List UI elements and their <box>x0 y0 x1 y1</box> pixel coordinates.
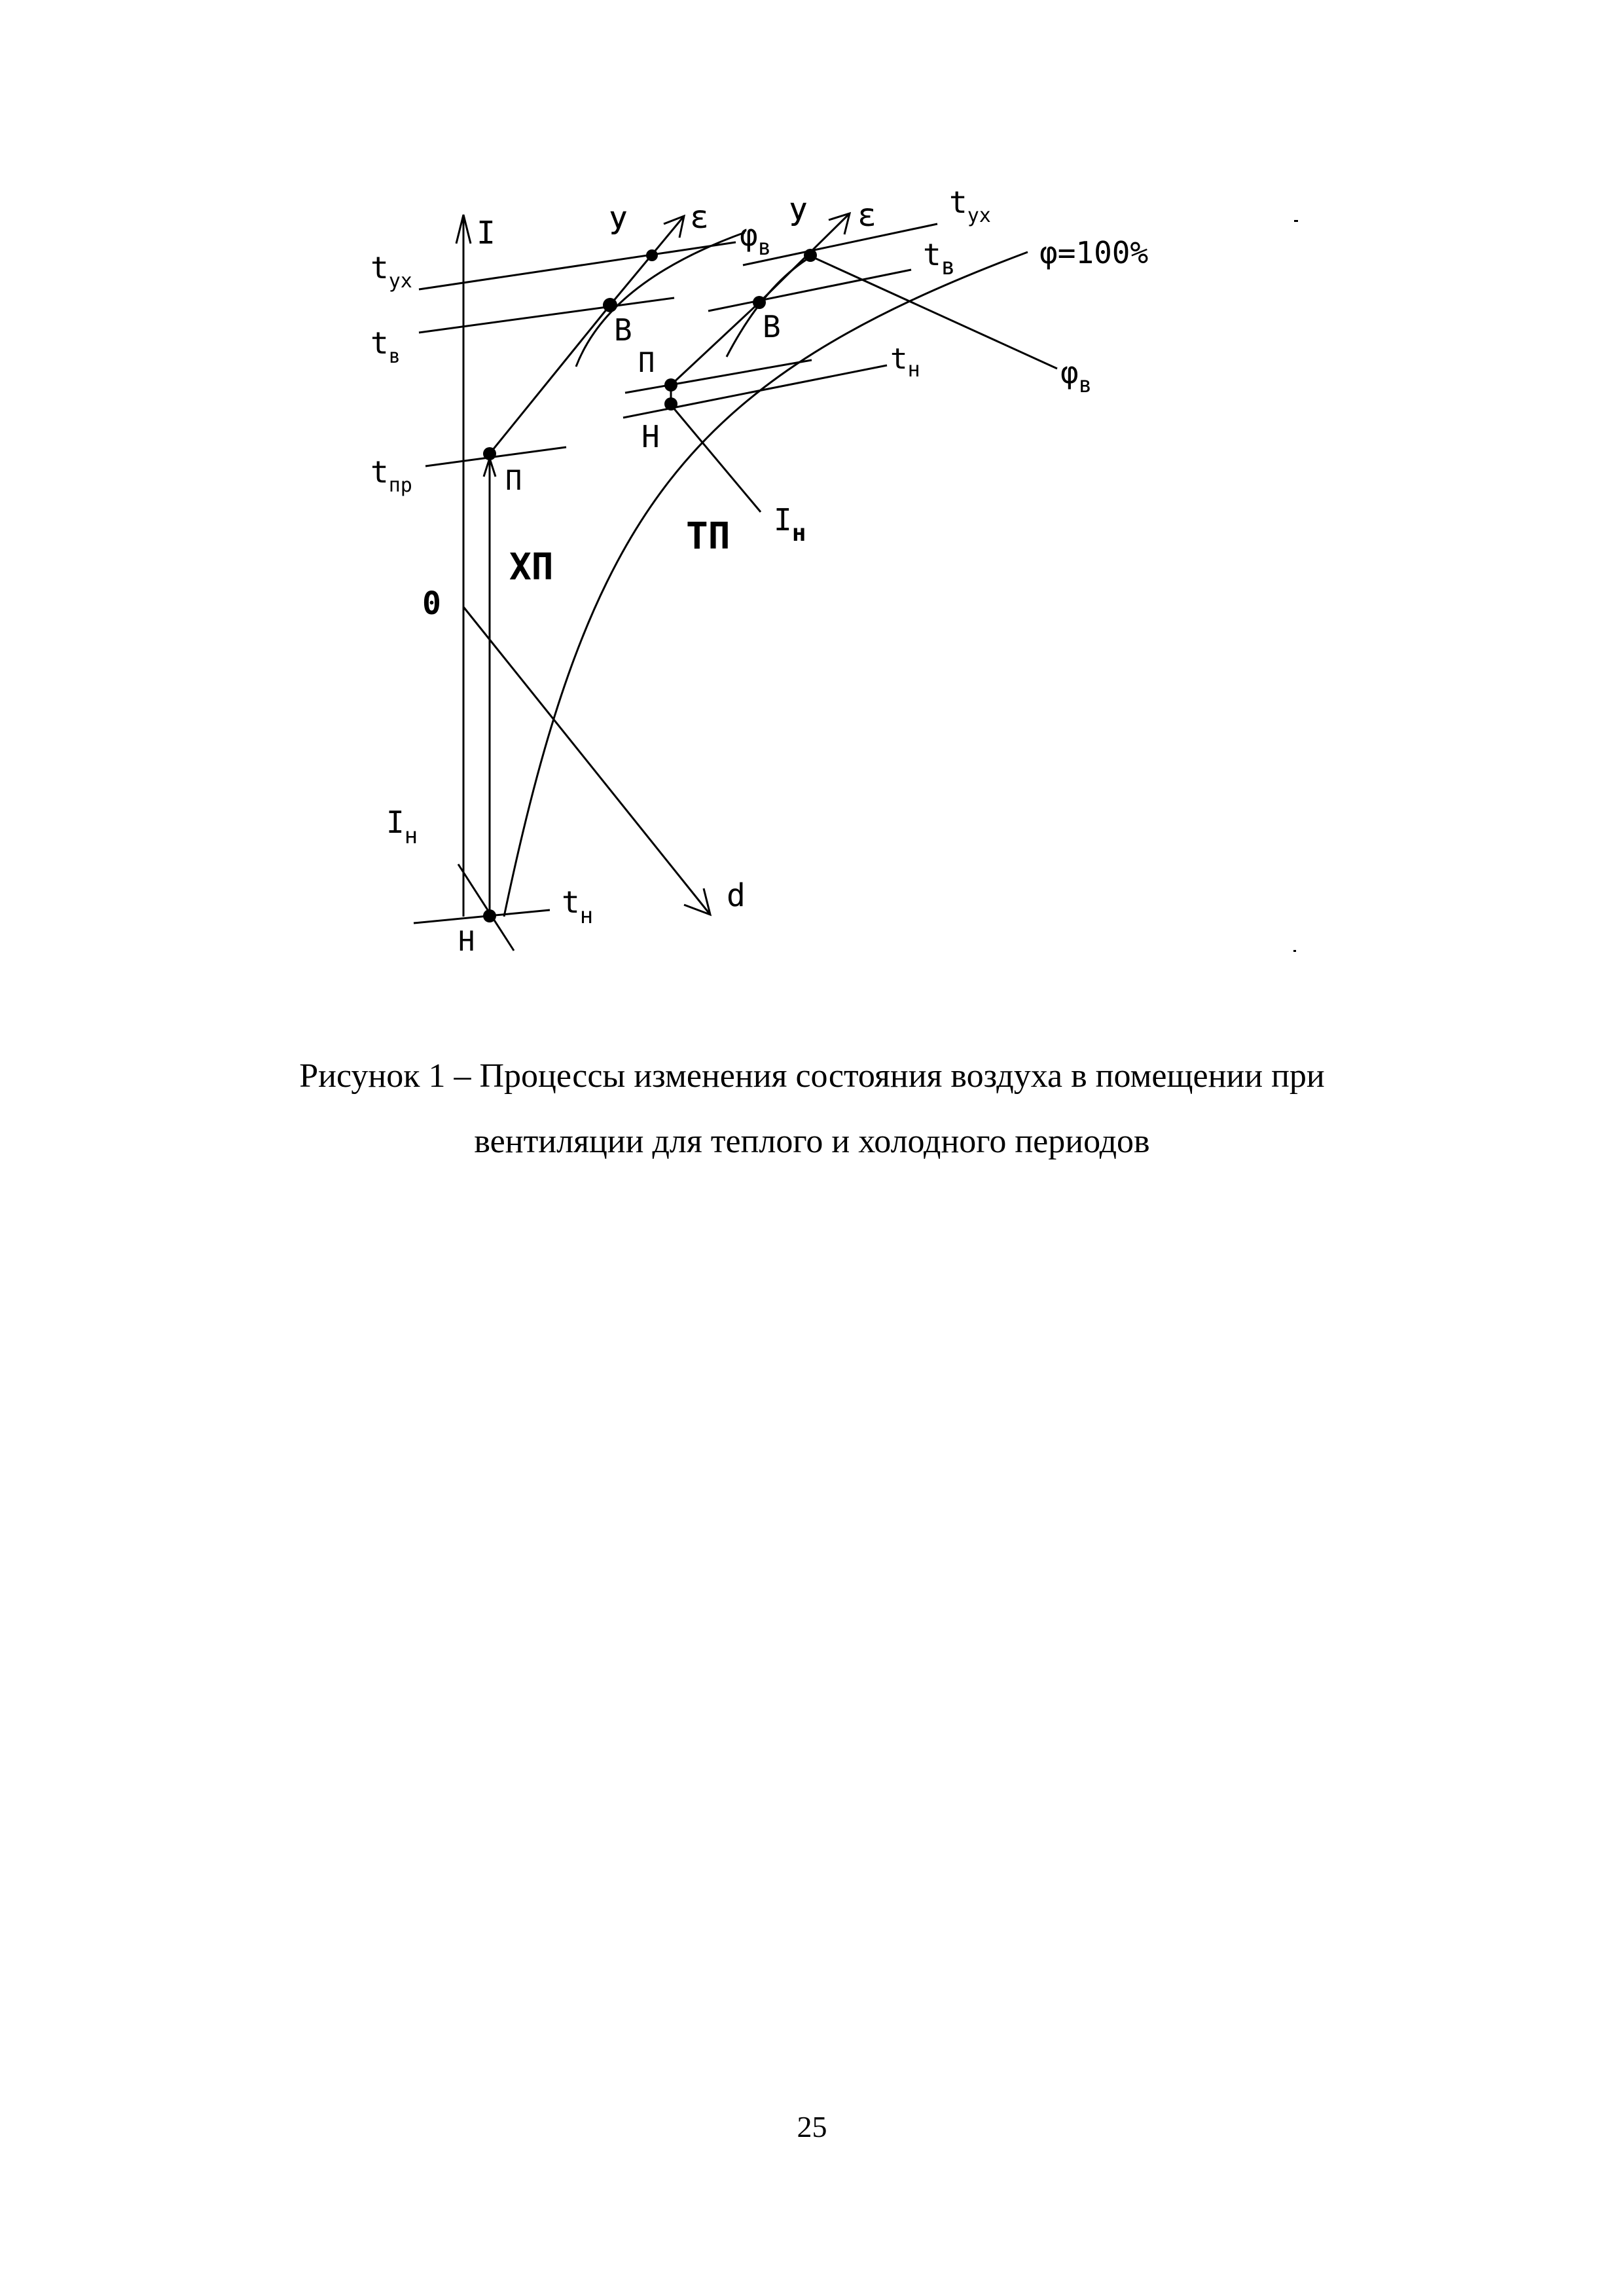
warm-t-exhaust-main: t <box>949 185 967 220</box>
figure-caption-line-2: вентиляции для теплого и холодного периодов <box>474 1123 1150 1160</box>
warm-t-outdoor-line <box>623 365 887 418</box>
cold-t-outdoor-main: t <box>562 884 580 920</box>
warm-t-room-sub: в <box>941 253 956 280</box>
warm-phi-room-right-line <box>812 257 1057 369</box>
cold-i-outdoor-label <box>386 805 418 849</box>
figure-caption-line-1: Рисунок 1 – Процессы изменения состояния воздуха в помещении при <box>299 1057 1325 1095</box>
cold-t-room-label <box>370 325 401 368</box>
id-diagram <box>0 0 1624 982</box>
warm-t-room-label <box>923 237 955 280</box>
axis-d-label: d <box>727 877 746 914</box>
cold-i-outdoor-sub: н <box>404 823 418 849</box>
warm-t-exhaust-line <box>743 224 937 265</box>
warm-point-room-label: В <box>763 309 781 344</box>
cold-point-exhaust-dot <box>646 249 658 261</box>
warm-phi-room-label <box>740 217 771 261</box>
cold-epsilon-label: ε <box>690 199 709 236</box>
warm-i-outdoor-main: I <box>774 502 792 538</box>
cold-point-room-label: В <box>614 312 632 348</box>
cold-point-outdoor-dot <box>483 909 496 922</box>
warm-period-label: ТП <box>686 515 731 558</box>
warm-i-outdoor-label <box>774 502 806 547</box>
cold-t-supply-sub: пр <box>388 474 412 497</box>
cold-point-supply-label: П <box>505 464 522 496</box>
cold-point-outdoor-label: Н <box>458 925 475 957</box>
cold-t-room-line <box>419 298 674 333</box>
cold-t-exhaust-line <box>419 242 736 289</box>
saturation-label: φ=100% <box>1039 235 1149 270</box>
cold-supply-to-room-line <box>490 305 610 454</box>
cold-t-exhaust-label <box>370 250 412 293</box>
scan-mark-bottom <box>1293 950 1296 952</box>
warm-epsilon-label: ε <box>857 197 876 234</box>
warm-t-outdoor-sub: н <box>907 357 920 382</box>
warm-phi-room-right-label <box>1060 355 1092 398</box>
cold-period-label: ХП <box>509 546 554 589</box>
cold-t-supply-line <box>425 447 566 466</box>
warm-t-outdoor-label <box>890 342 920 382</box>
warm-i-outdoor-sub: н <box>791 520 806 547</box>
warm-point-exhaust-label: У <box>789 197 808 234</box>
cold-i-outdoor-main: I <box>386 805 405 840</box>
cold-t-room-main: t <box>370 325 389 361</box>
cold-point-room-dot <box>603 298 617 312</box>
origin-label: 0 <box>422 585 441 622</box>
warm-t-exhaust-sub: ух <box>967 204 991 227</box>
warm-phi-room-right-main: φ <box>1060 355 1079 390</box>
cold-t-room-sub: в <box>388 345 401 368</box>
warm-point-exhaust-dot <box>804 249 817 262</box>
cold-point-supply-dot <box>483 447 496 460</box>
cold-t-supply-label <box>370 454 412 497</box>
cold-t-exhaust-main: t <box>370 250 389 285</box>
warm-phi-room-right-sub: в <box>1078 372 1092 398</box>
scan-mark-top <box>1294 220 1298 222</box>
cold-t-exhaust-sub: ух <box>388 270 412 293</box>
warm-t-room-line <box>708 270 911 311</box>
cold-t-outdoor-sub: н <box>579 903 594 929</box>
warm-t-outdoor-main: t <box>890 342 908 376</box>
cold-t-outdoor-line <box>414 910 550 923</box>
warm-point-outdoor-label: Н <box>641 419 660 454</box>
axis-d-line <box>463 607 710 915</box>
warm-point-supply-dot <box>664 378 677 392</box>
warm-phi-room-sub: в <box>757 234 772 261</box>
warm-t-room-main: t <box>923 237 941 272</box>
warm-point-supply-label: П <box>638 346 655 378</box>
axis-i-label: I <box>477 215 496 251</box>
warm-phi-room-main: φ <box>740 217 758 253</box>
cold-point-exhaust-label: У <box>609 206 628 242</box>
cold-t-supply-main: t <box>370 454 389 490</box>
warm-t-exhaust-label <box>949 185 991 227</box>
warm-i-outdoor-line <box>669 403 761 512</box>
cold-t-outdoor-label <box>562 884 593 929</box>
warm-point-outdoor-dot <box>664 397 677 410</box>
warm-point-room-dot <box>753 296 766 309</box>
page-number: 25 <box>797 2110 827 2143</box>
